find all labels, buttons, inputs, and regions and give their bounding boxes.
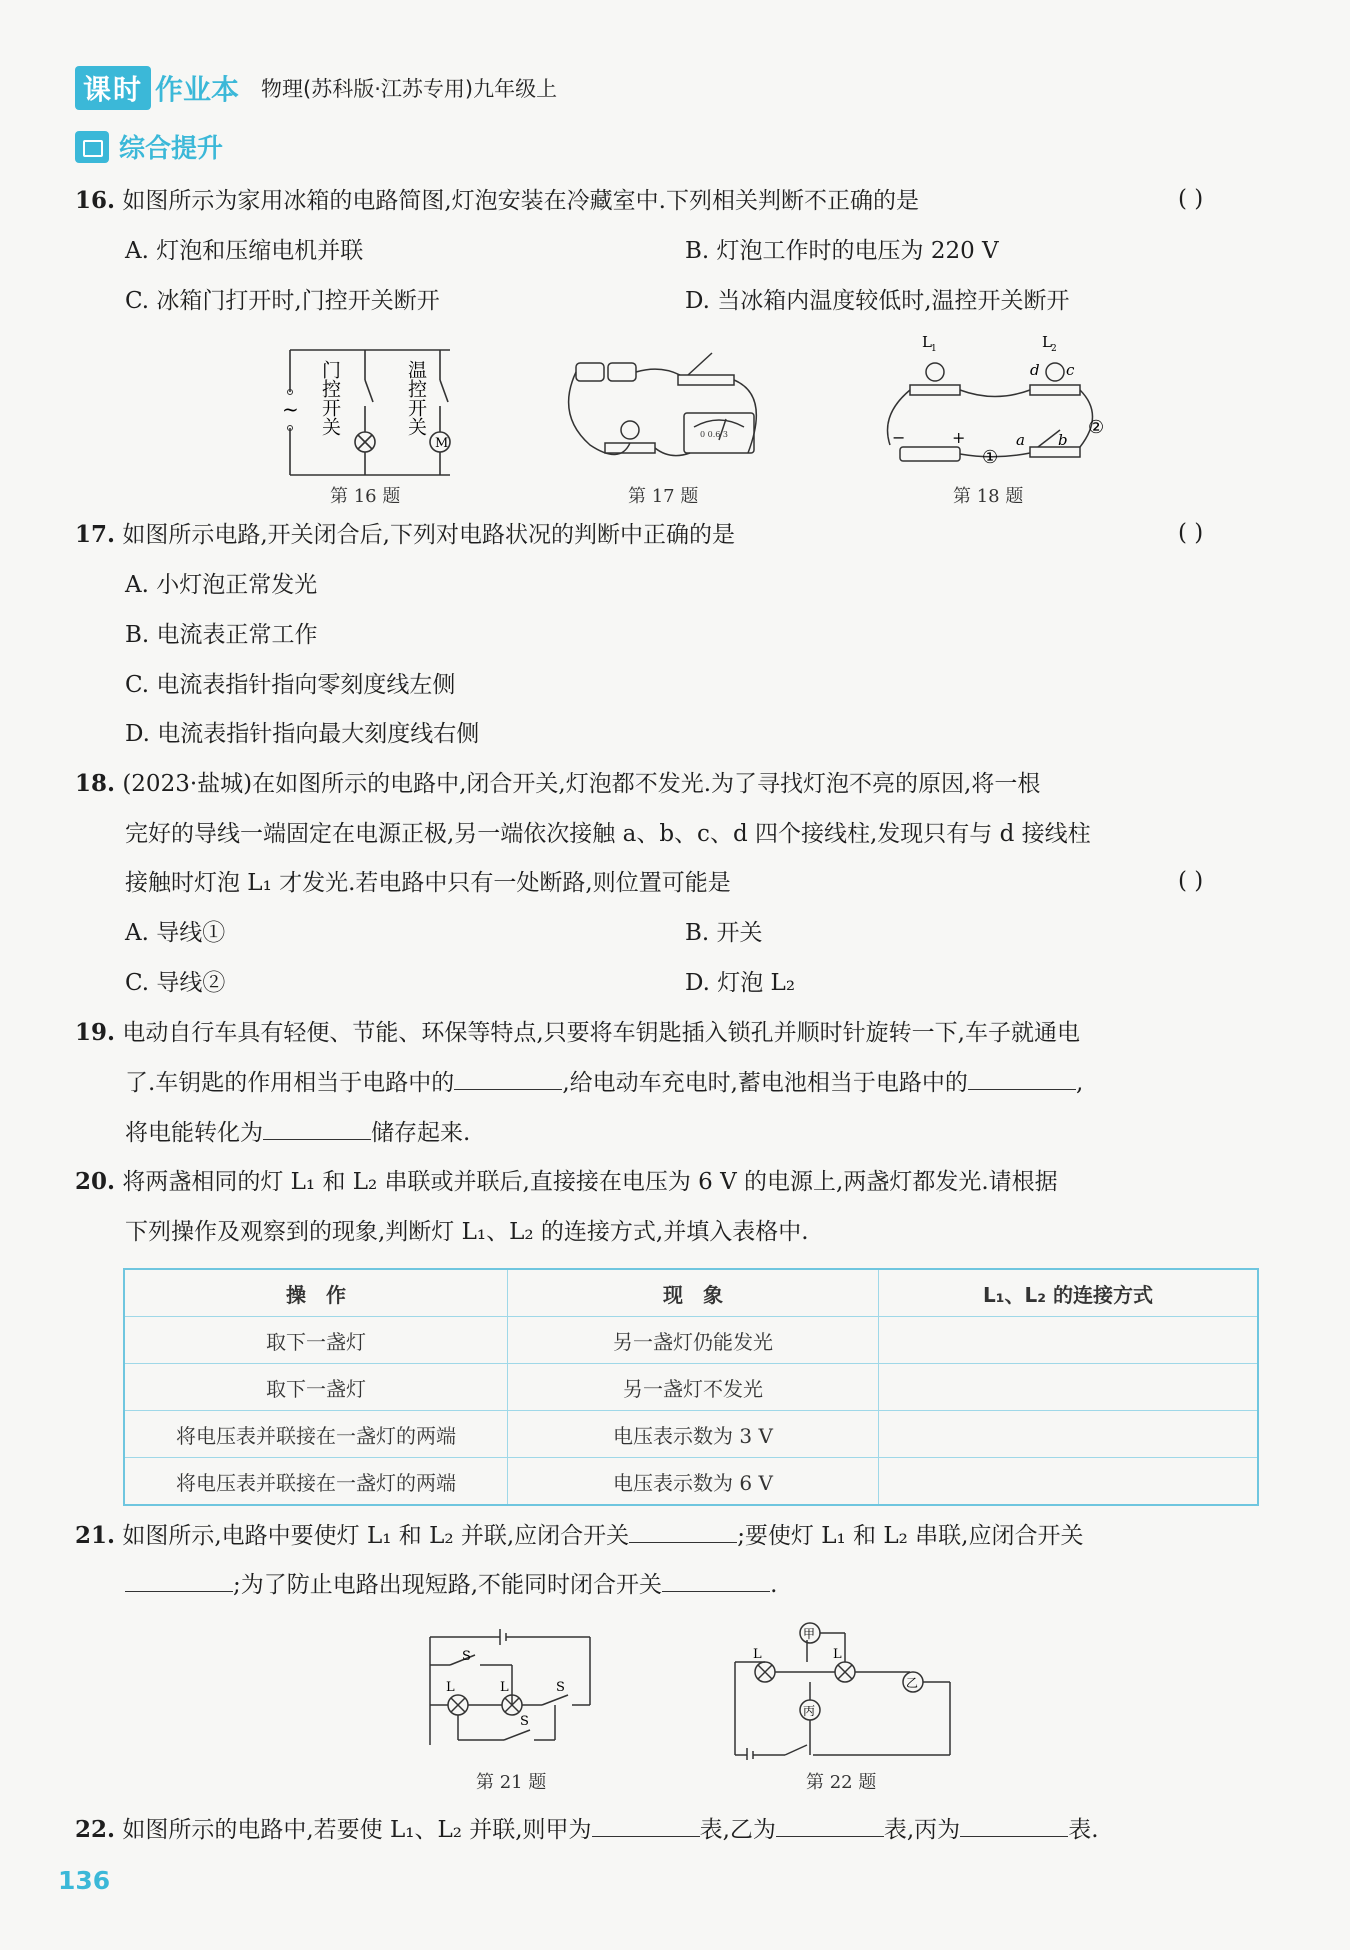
- brand-logo: 课时: [75, 66, 151, 110]
- q21-blank-3[interactable]: [662, 1569, 770, 1592]
- q17-stem: 17. 如图所示电路,开关闭合后,下列对电路状况的判断中正确的是: [75, 521, 735, 548]
- fig18-terminal-d: d: [1030, 361, 1040, 379]
- table-row: [124, 1364, 1258, 1411]
- table-header: 现 象: [508, 1269, 879, 1317]
- fig21-L1: L: [446, 1680, 455, 1695]
- q21-blank-2[interactable]: [125, 1569, 233, 1592]
- fig17-caption: 第 17 题: [628, 486, 699, 507]
- q18-answer-paren: ( ): [1178, 868, 1204, 894]
- svg-text:1: 1: [931, 344, 937, 354]
- fig21-S3: S: [520, 1714, 529, 1729]
- q19-blank-3[interactable]: [263, 1117, 371, 1140]
- fig18-wire-2: ②: [1088, 417, 1105, 438]
- q18-option-a: A. 导线①: [125, 920, 226, 946]
- table-cell: 电压表示数为 6 V: [508, 1458, 879, 1506]
- q16-option-d: D. 当冰箱内温度较低时,温控开关断开: [685, 288, 1070, 314]
- q17-option-c: C. 电流表指针指向零刻度线左侧: [125, 672, 456, 698]
- table-header: L₁、L₂ 的连接方式: [879, 1269, 1259, 1317]
- table-cell: 取下一盏灯: [124, 1317, 508, 1364]
- table-cell: 将电压表并联接在一盏灯的两端: [124, 1411, 508, 1458]
- q22-blank-1[interactable]: [592, 1814, 700, 1837]
- q22-line: 22. 如图所示的电路中,若要使 L₁、L₂ 并联,则甲为 表,乙为 表,丙为 表.: [75, 1816, 1099, 1843]
- q18-option-d: D. 灯泡 L₂: [685, 970, 796, 996]
- q21-line2: ;为了防止电路出现短路,不能同时闭合开关 .: [125, 1569, 777, 1600]
- fig22-caption: 第 22 题: [806, 1772, 877, 1793]
- svg-text:+: +: [952, 428, 966, 447]
- q18-line2: 完好的导线一端固定在电源正极,另一端依次接触 a、b、c、d 四个接线柱,发现只有与 d 接线柱: [125, 821, 1091, 847]
- fig22-circuit: [725, 1620, 965, 1760]
- table-cell: 将电压表并联接在一盏灯的两端: [124, 1458, 508, 1506]
- q18-option-c: C. 导线②: [125, 970, 226, 996]
- temp-switch-label: 温控开关: [405, 360, 427, 436]
- table-cell: 电压表示数为 3 V: [508, 1411, 879, 1458]
- q21-blank-1[interactable]: [629, 1520, 737, 1543]
- table-cell: 另一盏灯不发光: [508, 1364, 879, 1411]
- fig18-circuit: [870, 335, 1120, 480]
- fig21-circuit: [420, 1625, 600, 1755]
- fig22-L1: L: [753, 1647, 762, 1662]
- q20-line2: 下列操作及观察到的现象,判断灯 L₁、L₂ 的连接方式,并填入表格中.: [125, 1219, 809, 1245]
- q17-option-a: A. 小灯泡正常发光: [125, 572, 318, 598]
- q17-answer-paren: ( ): [1178, 520, 1204, 546]
- q18-line1: 18. (2023·盐城)在如图所示的电路中,闭合开关,灯泡都不发光.为了寻找灯泡不亮的原因,将一根: [75, 770, 1041, 797]
- q16-stem: 16. 如图所示为家用冰箱的电路简图,灯泡安装在冷藏室中.下列相关判断不正确的是: [75, 187, 919, 214]
- ammeter-scale: 0 0.6 3: [700, 430, 728, 439]
- section-title: 综合提升: [119, 134, 224, 164]
- q16-answer-paren: ( ): [1178, 186, 1204, 212]
- q22-blank-3[interactable]: [960, 1814, 1068, 1837]
- fig18-terminal-c: c: [1066, 361, 1075, 379]
- table-cell: 取下一盏灯: [124, 1364, 508, 1411]
- fig18-L1-label: L: [922, 335, 932, 351]
- fig21-S1: S: [462, 1649, 471, 1664]
- q16-option-a: A. 灯泡和压缩电机并联: [125, 238, 364, 264]
- fig22-L2: L: [833, 1647, 842, 1662]
- section-heading: [75, 128, 223, 165]
- q19-line1: 19. 电动自行车具有轻便、节能、环保等特点,只要将车钥匙插入锁孔并顺时针旋转一下,车子就通电: [75, 1019, 1080, 1046]
- fig16-caption: 第 16 题: [330, 486, 401, 507]
- table-header: 操 作: [124, 1269, 508, 1317]
- fig22-meter-bing: 丙: [803, 1704, 816, 1718]
- fig17-ammeter-circuit: [560, 335, 780, 480]
- table-row: [124, 1458, 1258, 1506]
- q19-line3: 将电能转化为 储存起来.: [125, 1117, 470, 1148]
- table-row: [124, 1411, 1258, 1458]
- q16-option-b: B. 灯泡工作时的电压为 220 V: [685, 238, 999, 264]
- fig22-meter-jia: 甲: [803, 1627, 816, 1641]
- q19-line2: 了.车钥匙的作用相当于电路中的 ,给电动车充电时,蓄电池相当于电路中的 ,: [125, 1067, 1083, 1098]
- svg-text:2: 2: [1051, 344, 1057, 354]
- fig21-L2: L: [500, 1680, 509, 1695]
- q18-option-b: B. 开关: [685, 920, 763, 946]
- motor-symbol: M: [435, 436, 449, 451]
- q20-line1: 20. 将两盏相同的灯 L₁ 和 L₂ 串联或并联后,直接接在电压为 6 V 的电源上,两盏灯都发光.请根据: [75, 1168, 1058, 1195]
- section-icon: [75, 131, 109, 163]
- table-cell: 另一盏灯仍能发光: [508, 1317, 879, 1364]
- fig18-caption: 第 18 题: [953, 486, 1024, 507]
- brand-name: 作业本: [155, 73, 240, 106]
- q17-option-d: D. 电流表指针指向最大刻度线右侧: [125, 721, 480, 747]
- svg-text:−: −: [892, 428, 906, 447]
- door-switch-label: 门控开关: [319, 360, 341, 436]
- fig18-terminal-a: a: [1016, 431, 1025, 449]
- q16-option-c: C. 冰箱门打开时,门控开关断开: [125, 288, 440, 314]
- page-header: [75, 66, 557, 110]
- fig18-L2-label: L: [1042, 335, 1052, 351]
- table-row: [124, 1317, 1258, 1364]
- answer-cell[interactable]: [879, 1317, 1259, 1364]
- fig22-meter-yi: 乙: [906, 1676, 919, 1690]
- q18-line3: 接触时灯泡 L₁ 才发光.若电路中只有一处断路,则位置可能是: [125, 870, 731, 896]
- q22-blank-2[interactable]: [776, 1814, 884, 1837]
- book-subtitle: 物理(苏科版·江苏专用)九年级上: [261, 77, 558, 101]
- fig18-wire-1: ①: [982, 447, 999, 468]
- fig21-S2: S: [556, 1680, 565, 1695]
- fig16-fridge-circuit: [270, 340, 470, 480]
- q19-blank-2[interactable]: [968, 1067, 1076, 1090]
- ac-source-symbol: ~: [282, 397, 299, 421]
- table-header-row: [124, 1269, 1258, 1317]
- q20-table: [123, 1268, 1259, 1506]
- answer-cell[interactable]: [879, 1364, 1259, 1411]
- q17-option-b: B. 电流表正常工作: [125, 622, 318, 648]
- answer-cell[interactable]: [879, 1411, 1259, 1458]
- answer-cell[interactable]: [879, 1458, 1259, 1506]
- fig21-caption: 第 21 题: [476, 1772, 547, 1793]
- page-number: 136: [58, 1866, 111, 1895]
- fig18-terminal-b: b: [1058, 431, 1068, 449]
- q21-line1: 21. 如图所示,电路中要使灯 L₁ 和 L₂ 并联,应闭合开关 ;要使灯 L₁ 和 L₂ 串联,应闭合开关: [75, 1522, 1084, 1549]
- q19-blank-1[interactable]: [454, 1067, 562, 1090]
